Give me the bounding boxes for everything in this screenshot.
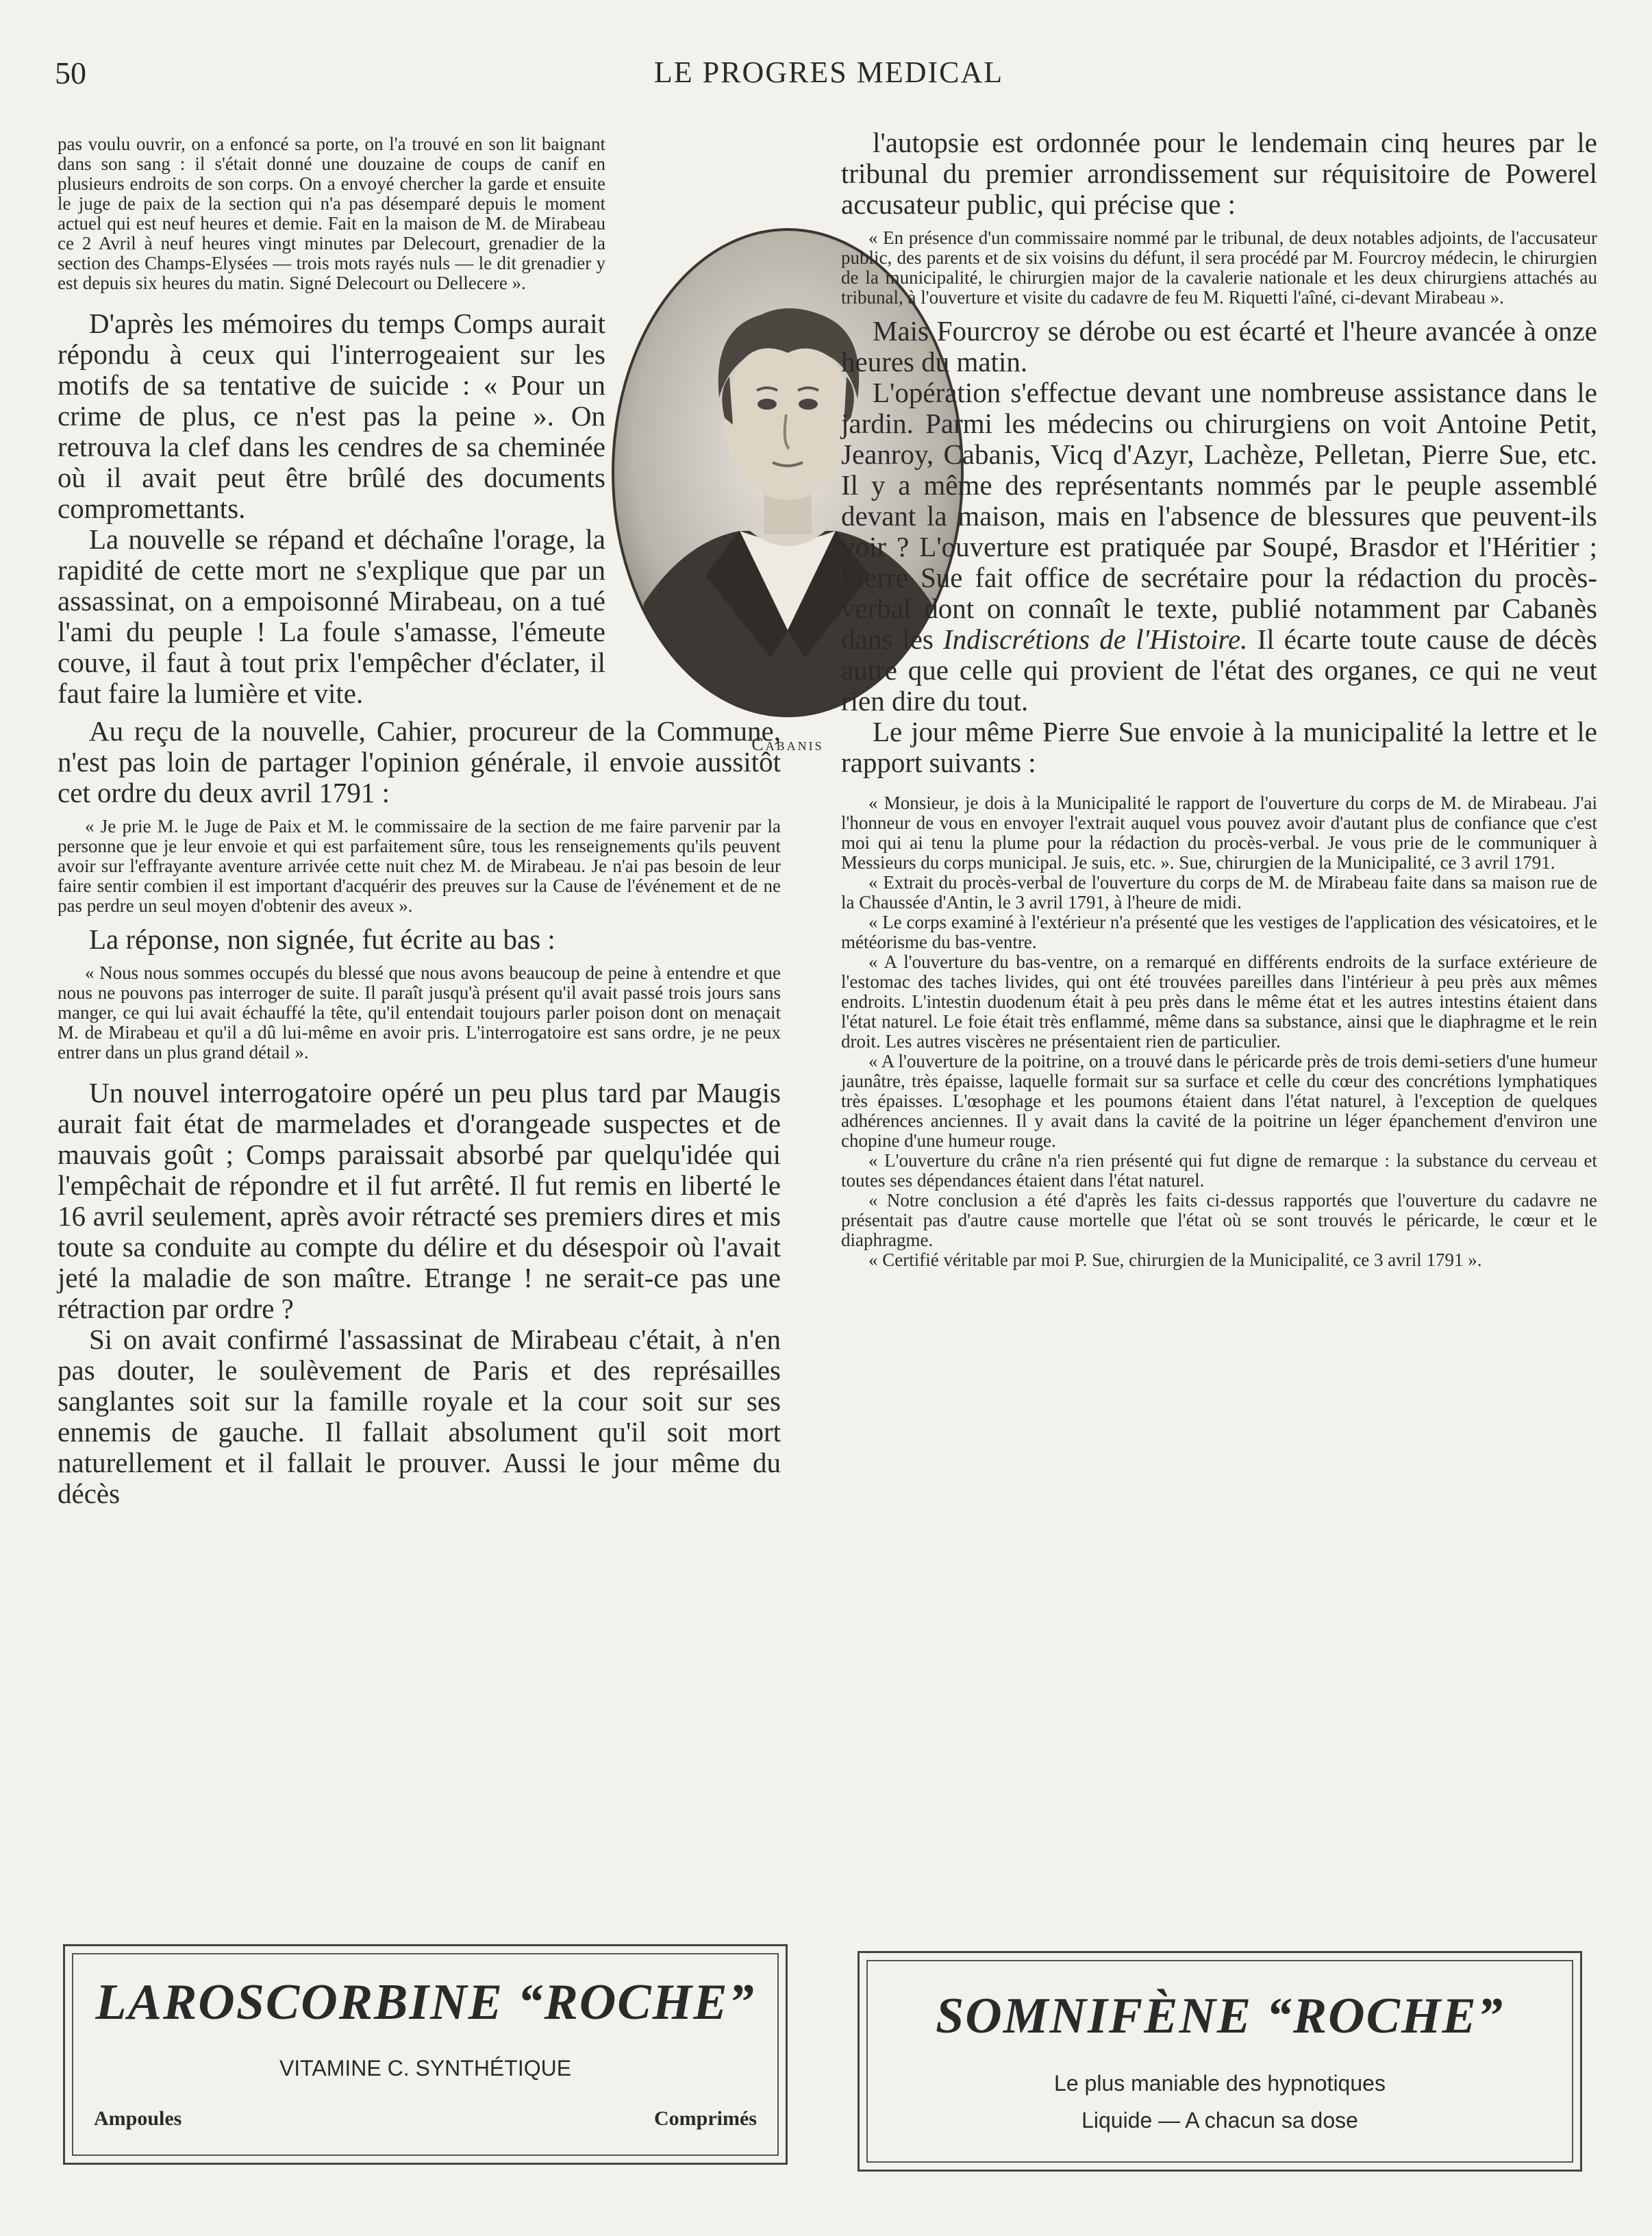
right-paragraph-1: l'autopsie est ordonnée pour le lendemain cinq heures par le tribunal du premier arrondissement sur réquisitoire de Powerel accusateur public, qui précise que : xyxy=(841,127,1597,220)
ad-somnifene-line2: Liquide — A chacun sa dose xyxy=(1081,2108,1358,2133)
ad-somnifene xyxy=(858,1951,1582,2172)
left-paragraph-6: Un nouvel interrogatoire opéré un peu plus tard par Maugis aurait fait état de marmelades et d'orangeade suspectes et de mauvais goût ; Comps paraissait absorbé par quelqu'idée qui l'empêchait de répondre et il fut arrêté. Il fut remis en liberté le 16 avril seulement, après avoir rétracté ses premiers dires et mis toute sa conduite au compte du délire et du désespoir où l'avait jeté la maladie de son maître. Etrange ! ne serait-ce pas une rétraction par ordre ? xyxy=(58,1077,781,1324)
right-quote-9: « Certifié véritable par moi P. Sue, chirurgien de la Municipalité, ce 3 avril 1791 ». xyxy=(868,1250,1482,1270)
right-quote-1: « En présence d'un commissaire nommé par le tribunal, de deux notables adjoints, de l'accusateur public, des parents et de six voisins du défunt, il sera procédé par M. Fourcroy médecin, le chirurgien de la municipalité, le chirurgien major de la cavalerie nationale et les deux chirurgiens attachés au tribunal, à l'ouverture et visite du cadavre de feu M. Riquetti l'aîné, ci-devant Mirabeau ». xyxy=(841,227,1597,308)
right-quote-2: « Monsieur, je dois à la Municipalité le rapport de l'ouverture du corps de M. de Mirabeau. J'ai l'honneur de vous en envoyer l'extrait auquel vous pouvez avoir d'autant plus de confiance que c'est moi qui ai tenu la plume pour la rédaction du procès-verbal. Je vous prie de le communiquer à Messieurs du corps municipal. Je suis, etc. ». Sue, chirurgien de la Municipalité, ce 3 avril 1791. xyxy=(841,793,1597,873)
right-quote-6: « A l'ouverture de la poitrine, on a trouvé dans le péricarde près de trois demi-setiers d'une humeur jaunâtre, très épaisse, laquelle formait sur sa surface et celle du cœur des concrétions lymphatiques très épaisses. L'œsophage et les poumons étaient dans l'état naturel, à l'exception de quelques adhérences anciennes. Il y avait dans la cavité de la poitrine un léger épanchement d'environ une chopine d'une humeur rouge. xyxy=(841,1051,1597,1151)
right-quote-4: « Le corps examiné à l'extérieur n'a présenté que les vestiges de l'application des vésicatoires, et le météorisme du bas-ventre. xyxy=(841,912,1597,952)
left-paragraph-3: La nouvelle se répand et déchaîne l'orage, la rapidité de cette mort ne s'explique que par un assassinat, on a empoisonné Mirabeau, on a tué l'ami du peuple ! La foule s'amasse, l'émeute couve, il faut à tout prix l'empêcher d'éclater, il faut faire la lumière et vite. xyxy=(58,523,605,709)
right-column xyxy=(841,127,1597,1270)
left-quote-1: « Je prie M. le Juge de Paix et M. le commissaire de la section de me faire parvenir par la personne que je leur envoie et qui est parfaitement sûre, tous les renseignements qu'ils peuvent avoir sur l'effrayante aventure arrivée cette nuit chez M. de Mirabeau. Je n'ai pas besoin de leur faire sentir combien il est important d'acquérir des preuves sur la Cause de l'événement et de ne pas perdre un seul moyen d'obtenir des aveux ». xyxy=(58,816,781,916)
ad-somnifene-title: SOMNIFÈNE “ROCHE” xyxy=(936,1988,1504,2044)
right-paragraph-3: L'opération s'effectue devant une nombreuse assistance dans le jardin. Parmi les médecins ou chirurgiens on voit Antoine Petit, Jeanroy, Cabanis, Vicq d'Azyr, Lachèze, Pelletan, Pierre Sue, etc. Il y a même des représentants nommés par le peuple assemblé devant la maison, mais en l'absence de blessures que peuvent-ils voir ? L'ouverture est pratiquée par Soupé, Brasdor et l'Héritier ; Pierre Sue fait office de secrétaire pour la rédaction du procès-verbal dont on connaît le texte, publié notamment par Cabanès dans les Indiscrétions de l'Histoire. Il écarte toute cause de décès autre que celle qui provient de l'état des organes, ce qui ne veut rien dire du tout. xyxy=(841,377,1597,717)
book-title: Indiscrétions de l'Histoire. xyxy=(943,623,1248,655)
right-quote-3: « Extrait du procès-verbal de l'ouverture du corps de M. de Mirabeau faite dans sa maison rue de la Chaussée d'Antin, le 3 avril 1791, à l'heure de midi. xyxy=(841,872,1597,912)
ad-laroscorbine-title: LAROSCORBINE “ROCHE” xyxy=(95,1974,755,2030)
right-quote-7: « L'ouverture du crâne n'a rien présenté qui fut digne de remarque : la substance du cerveau et toutes ses dépendances étaient dans l'état naturel. xyxy=(841,1150,1597,1191)
portrait-caption: Cabanis xyxy=(751,734,824,754)
left-paragraph-2: D'après les mémoires du temps Comps aurait répondu à ceux qui l'interrogeaient sur les motifs de sa tentative de suicide : « Pour un crime de plus, ce n'est pas la peine ». On retrouva la clef dans les cendres de sa cheminée où il avait peut être brûlé des documents compromettants. xyxy=(58,308,605,524)
left-paragraph-7: Si on avait confirmé l'assassinat de Mirabeau c'était, à n'en pas douter, le soulèvement de Paris et des représailles sanglantes soit sur la famille royale et la cour soit sur ses ennemis de gauche. Il fallait absolument qu'il soit mort naturellement et il fallait le prouver. Aussi le jour même du décès xyxy=(58,1324,781,1509)
right-paragraph-4: Le jour même Pierre Sue envoie à la municipalité la lettre et le rapport suivants : xyxy=(841,716,1597,778)
left-quote-2: « Nous nous sommes occupés du blessé que nous avons beaucoup de peine à entendre et que nous ne pouvons pas interroger de suite. Il paraît jusqu'à présent qu'il avait passé trois jours sans manger, ce qui lui avait échauffé la tête, qu'il entendait toujours parler poison dont on menaçait M. de Mirabeau et qu'il a dû lui-même en avoir pris. L'interrogatoire est sans ordre, je ne peux entrer dans un plus grand détail ». xyxy=(58,962,781,1063)
page-header xyxy=(55,55,1603,103)
running-title: LE PROGRES MEDICAL xyxy=(653,55,1004,89)
right-paragraph-2: Mais Fourcroy se dérobe ou est écarté et l'heure avancée à onze heures du matin. xyxy=(841,315,1597,377)
ad-laroscorbine-subtitle: VITAMINE C. SYNTHÉTIQUE xyxy=(279,2056,572,2080)
ad-laroscorbine-ampoules: Ampoules xyxy=(94,2107,182,2130)
page-number: 50 xyxy=(55,55,86,90)
left-paragraph-5: La réponse, non signée, fut écrite au bas : xyxy=(89,923,555,955)
left-paragraph-1: pas voulu ouvrir, on a enfoncé sa porte, on l'a trouvé en son lit baignant dans son sang : il s'était donné une douzaine de coups de canif en plusieurs endroits de son corps. On a envoyé chercher la garde et ensuite le juge de paix de la section qui n'a pas désemparé depuis le moment actuel qui est neuf heures et demie. Fait en la maison de M. de Mirabeau ce 2 Avril à neuf heures vingt minutes par Delecourt, grenadier de la section des Champs-Elysées — trois mots rayés nuls — le dit grenadier y est depuis six heures du matin. Signé Delecourt ou Dellecere ». xyxy=(58,134,605,293)
ad-somnifene-line1: Le plus maniable des hypnotiques xyxy=(1054,2071,1386,2096)
left-paragraph-4: Au reçu de la nouvelle, Cahier, procureur de la Commune, n'est pas loin de partager l'opinion générale, il envoie aussitôt cet ordre du deux avril 1791 : xyxy=(58,715,781,808)
ad-laroscorbine xyxy=(63,1944,788,2165)
right-quote-5: « A l'ouverture du bas-ventre, on a remarqué en différents endroits de la surface extérieure de l'estomac des taches livides, qui ont été trouvées pareilles dans l'intérieur à peu près aux mêmes endroits. L'intestin duodenum était à peu près dans le même état et les autres intestins étaient dans l'état naturel. Le foie était très enflammé, même dans sa substance, ainsi que le diaphragme et le rein droit. Les autres viscères ne présentaient rien de particulier. xyxy=(841,952,1597,1052)
right-quote-8: « Notre conclusion a été d'après les faits ci-dessus rapportés que l'ouverture du cadavre ne présentait pas d'autre cause mortelle que l'état où se sont trouvés le péricarde, le cœur et le diaphragme. xyxy=(841,1190,1597,1250)
ad-laroscorbine-comprimes: Comprimés xyxy=(654,2107,757,2130)
